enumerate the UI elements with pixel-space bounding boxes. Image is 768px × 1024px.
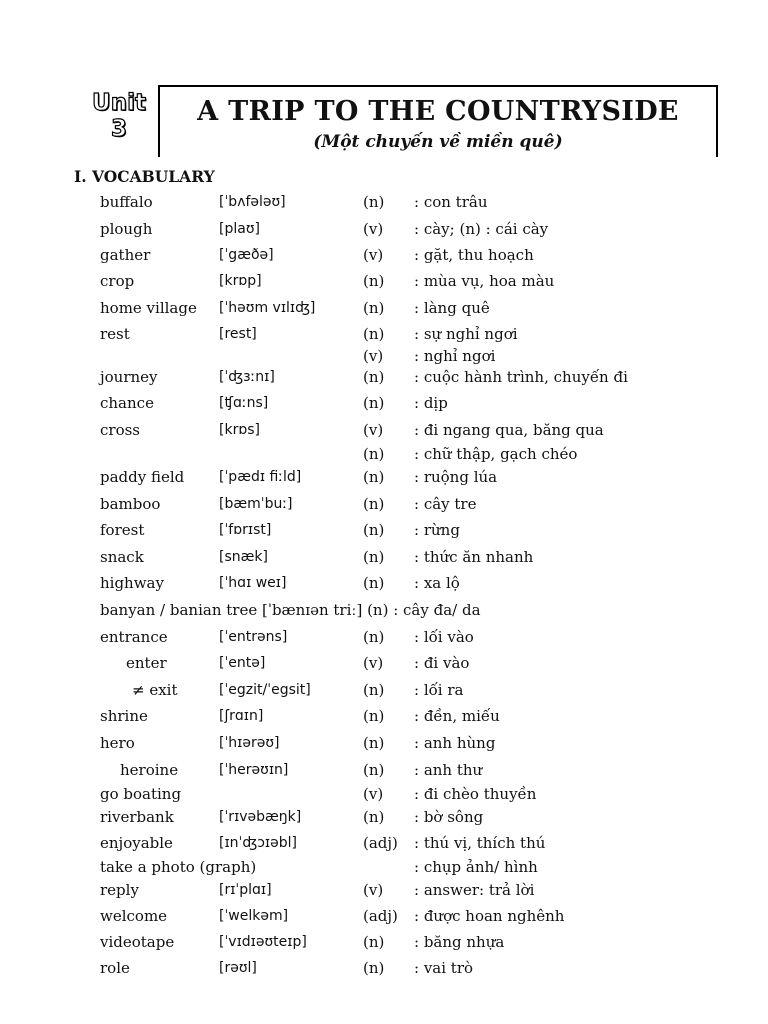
vocab-meaning: : đi chèo thuyền — [414, 785, 537, 803]
vocab-meaning: : vai trò — [414, 959, 474, 977]
vocab-pronunciation: [ˈhɪərəʊ] — [219, 735, 280, 751]
vocab-entry — [0, 784, 768, 804]
vocab-entry — [0, 958, 768, 978]
vocab-pronunciation: [ˈherəʊɪn] — [219, 762, 289, 778]
vocab-word: cross — [100, 421, 140, 439]
vocab-meaning: : băng nhựa — [414, 933, 505, 951]
vocab-part-of-speech: (v) — [363, 785, 384, 803]
vocab-meaning: : anh thư — [414, 761, 483, 779]
vocab-part-of-speech: (n) — [363, 394, 385, 412]
vocab-pronunciation: [ʧɑːns] — [219, 395, 269, 411]
vocab-pronunciation: [krɒs] — [219, 422, 260, 438]
vocab-meaning: : thú vị, thích thú — [414, 834, 546, 852]
vocab-word: enter — [126, 654, 167, 672]
vocab-meaning: : đền, miếu — [414, 707, 500, 725]
vocab-part-of-speech: (n) — [363, 299, 385, 317]
vocab-part-of-speech: (n) — [363, 521, 385, 539]
vocab-meaning: : ruộng lúa — [414, 468, 498, 486]
vocab-word: role — [100, 959, 130, 977]
vocab-pronunciation: [krɒp] — [219, 273, 262, 289]
vocab-word: welcome — [100, 907, 168, 925]
vocab-entry — [0, 298, 768, 318]
vocab-entry — [0, 880, 768, 900]
vocab-entry — [0, 627, 768, 647]
vocab-part-of-speech: (v) — [363, 421, 384, 439]
vocab-meaning: : gặt, thu hoạch — [414, 246, 534, 264]
vocab-pronunciation: [rest] — [219, 326, 257, 342]
vocab-pronunciation: [ˈgæðə] — [219, 247, 274, 263]
vocab-entry — [0, 573, 768, 593]
vocab-part-of-speech: (v) — [363, 881, 384, 899]
vocab-meaning: : bờ sông — [414, 808, 484, 826]
vocab-word: gather — [100, 246, 151, 264]
vocab-word: ≠ exit — [132, 681, 178, 699]
vocab-entry — [0, 706, 768, 726]
vocab-pronunciation: [ˈbʌfələʊ] — [219, 194, 286, 210]
vocab-pronunciation: [ˈrɪvəbæŋk] — [219, 809, 302, 825]
vocab-meaning: : xa lộ — [414, 574, 460, 592]
vocab-entry — [0, 760, 768, 780]
vocab-word: videotape — [100, 933, 175, 951]
vocab-part-of-speech: (n) — [363, 959, 385, 977]
vocab-pronunciation: [ˈpædɪ fiːld] — [219, 469, 302, 485]
vocab-part-of-speech: (v) — [363, 220, 384, 238]
vocab-part-of-speech: (v) — [363, 246, 384, 264]
vocab-meaning: : làng quê — [414, 299, 490, 317]
vocab-part-of-speech: (n) — [363, 325, 385, 343]
vocab-meaning: : cày; (n) : cái cày — [414, 220, 549, 238]
vocab-entry — [0, 324, 768, 344]
vocab-entry — [0, 600, 768, 620]
vocab-part-of-speech: (n) — [363, 495, 385, 513]
vocab-meaning: : cuộc hành trình, chuyến đi — [414, 368, 628, 386]
vocab-entry — [0, 833, 768, 853]
vocab-pronunciation: [ˈegzit/ˈegsit] — [219, 682, 311, 698]
vocab-word: riverbank — [100, 808, 174, 826]
vocab-pronunciation: [ˈʤɜːnɪ] — [219, 369, 275, 385]
vocab-entry — [0, 271, 768, 291]
vocab-meaning: : nghỉ ngơi — [414, 347, 496, 365]
vocab-entry — [0, 420, 768, 440]
vocab-entry-line: banyan / banian tree [ˈbænɪən triː] (n) : cây đa/ da — [100, 601, 481, 619]
vocab-entry — [0, 393, 768, 413]
vocab-pronunciation: [plaʊ] — [219, 221, 260, 237]
vocab-part-of-speech: (n) — [363, 681, 385, 699]
vocab-word: snack — [100, 548, 144, 566]
unit-badge — [86, 90, 152, 142]
vocab-meaning: : lối vào — [414, 628, 474, 646]
vocab-pronunciation: [ˈvɪdɪəʊteɪp] — [219, 934, 307, 950]
vocab-meaning: : con trâu — [414, 193, 488, 211]
vocab-entry — [0, 680, 768, 700]
vocab-part-of-speech: (n) — [363, 761, 385, 779]
vocab-word: enjoyable — [100, 834, 173, 852]
vocab-part-of-speech: (n) — [363, 574, 385, 592]
vocab-part-of-speech: (n) — [363, 368, 385, 386]
vocab-part-of-speech: (n) — [363, 468, 385, 486]
unit-number: 3 — [110, 116, 127, 142]
vocab-entry — [0, 857, 768, 877]
vocab-entry — [0, 494, 768, 514]
vocab-entry — [0, 520, 768, 540]
vocab-entry — [0, 367, 768, 387]
vocab-word: heroine — [120, 761, 179, 779]
vocab-meaning: : đi ngang qua, băng qua — [414, 421, 604, 439]
vocab-entry — [0, 547, 768, 567]
vocab-meaning: : cây tre — [414, 495, 477, 513]
vocab-word: go boating — [100, 785, 182, 803]
vocab-pronunciation: [rɪˈplɑɪ] — [219, 882, 272, 898]
vocab-pronunciation: [ˈentə] — [219, 655, 266, 671]
vocab-word: buffalo — [100, 193, 153, 211]
vocab-word: highway — [100, 574, 164, 592]
vocab-part-of-speech: (n) — [363, 808, 385, 826]
vocab-pronunciation: [ʃrɑɪn] — [219, 708, 264, 724]
vocab-pronunciation: [ɪnˈʤɔɪəbl] — [219, 835, 297, 851]
vocab-part-of-speech: (v) — [363, 347, 384, 365]
vocab-meaning: : chụp ảnh/ hình — [414, 858, 538, 876]
vocab-meaning: : đi vào — [414, 654, 470, 672]
vocab-entry — [0, 444, 768, 464]
vocab-part-of-speech: (n) — [363, 734, 385, 752]
vocab-entry — [0, 932, 768, 952]
unit-label: Unit — [92, 90, 146, 116]
vocab-part-of-speech: (n) — [363, 548, 385, 566]
vocab-word: bamboo — [100, 495, 161, 513]
vocab-part-of-speech: (v) — [363, 654, 384, 672]
vocab-word: take a photo (graph) — [100, 858, 257, 876]
vocab-pronunciation: [rəʊl] — [219, 960, 257, 976]
vocab-word: chance — [100, 394, 154, 412]
vocab-word: reply — [100, 881, 139, 899]
page-subtitle: (Một chuyến về miền quê) — [313, 132, 563, 152]
vocab-entry — [0, 192, 768, 212]
vocab-meaning: : answer: trả lời — [414, 881, 535, 899]
vocab-meaning: : anh hùng — [414, 734, 496, 752]
vocab-entry — [0, 219, 768, 239]
vocab-pronunciation: [snæk] — [219, 549, 268, 565]
vocab-word: forest — [100, 521, 145, 539]
vocab-part-of-speech: (adj) — [363, 834, 398, 852]
vocab-part-of-speech: (n) — [363, 933, 385, 951]
vocab-word: rest — [100, 325, 130, 343]
vocab-meaning: : mùa vụ, hoa màu — [414, 272, 555, 290]
vocab-meaning: : lối ra — [414, 681, 464, 699]
vocab-word: hero — [100, 734, 135, 752]
vocab-word: plough — [100, 220, 153, 238]
vocab-pronunciation: [ˈhəʊm vɪlɪʤ] — [219, 300, 316, 316]
vocab-pronunciation: [ˈentrəns] — [219, 629, 288, 645]
vocab-meaning: : thức ăn nhanh — [414, 548, 534, 566]
vocab-entry — [0, 906, 768, 926]
vocab-meaning: : rừng — [414, 521, 460, 539]
page-title: A TRIP TO THE COUNTRYSIDE — [197, 96, 679, 127]
vocab-pronunciation: [ˈhɑɪ weɪ] — [219, 575, 287, 591]
vocab-part-of-speech: (n) — [363, 707, 385, 725]
vocab-word: crop — [100, 272, 135, 290]
vocab-entry — [0, 807, 768, 827]
vocab-meaning: : được hoan nghênh — [414, 907, 565, 925]
vocab-meaning: : dịp — [414, 394, 448, 412]
vocab-pronunciation: [ˈfɒrɪst] — [219, 522, 272, 538]
vocab-entry — [0, 653, 768, 673]
vocab-pronunciation: [bæmˈbuː] — [219, 496, 293, 512]
vocab-part-of-speech: (n) — [363, 628, 385, 646]
vocab-entry — [0, 346, 768, 366]
vocab-word: home village — [100, 299, 197, 317]
vocab-entry — [0, 467, 768, 487]
vocab-word: shrine — [100, 707, 148, 725]
section-heading: I. VOCABULARY — [74, 167, 215, 186]
vocab-pronunciation: [ˈwelkəm] — [219, 908, 289, 924]
vocab-meaning: : chữ thập, gạch chéo — [414, 445, 578, 463]
vocab-meaning: : sự nghỉ ngơi — [414, 325, 518, 343]
vocab-word: paddy field — [100, 468, 185, 486]
vocab-word: entrance — [100, 628, 168, 646]
vocab-entry — [0, 733, 768, 753]
vocab-part-of-speech: (adj) — [363, 907, 398, 925]
vocab-part-of-speech: (n) — [363, 193, 385, 211]
vocab-entry — [0, 245, 768, 265]
vocab-part-of-speech: (n) — [363, 272, 385, 290]
vocab-part-of-speech: (n) — [363, 445, 385, 463]
vocab-word: journey — [100, 368, 158, 386]
